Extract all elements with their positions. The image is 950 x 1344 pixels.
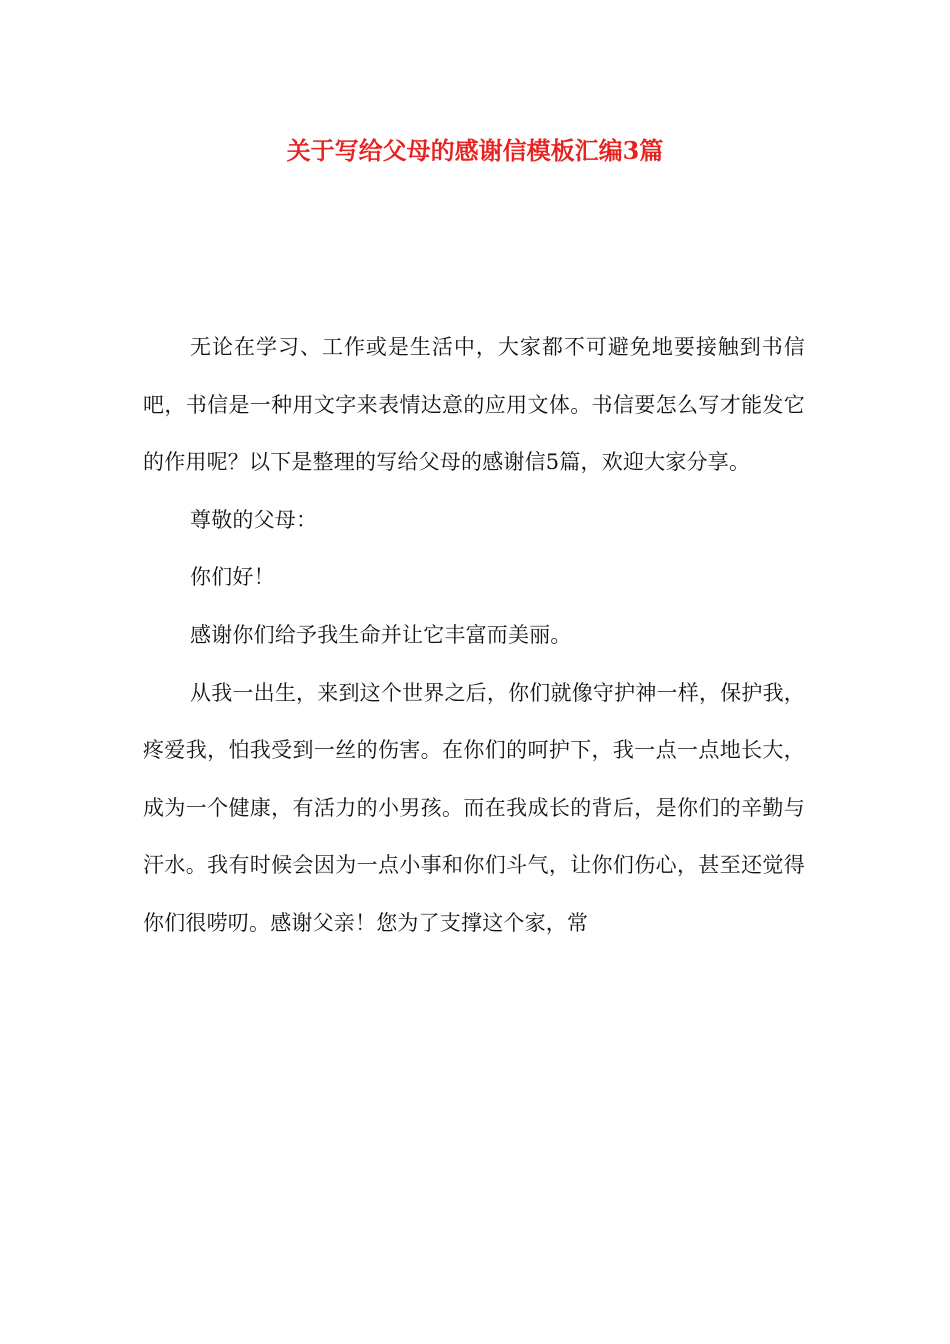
paragraph-salutation: 尊敬的父母： bbox=[190, 507, 318, 532]
paragraph-thanks: 感谢你们给予我生命并让它丰富而美丽。 bbox=[190, 622, 572, 647]
document-title: 关于写给父母的感谢信模板汇编3篇 bbox=[286, 136, 664, 165]
paragraph-intro: 无论在学习、工作或是生活中，大家都不可避免地要接触到书信吧，书信是一种用文字来表情达意的应用文体。书信要怎么写才能发它的作用呢？以下是整理的写给父母的感谢信5篇，欢迎大家分享。 bbox=[143, 335, 805, 475]
paragraph-body: 从我一出生，来到这个世界之后，你们就像守护神一样，保护我，疼爱我，怕我受到一丝的伤害。在你们的呵护下，我一点一点地长大，成为一个健康，有活力的小男孩。而在我成长的背后，是你们的辛勤与汗水。我有时候会因为一点小事和你们斗气，让你们伤心，甚至还觉得你们很唠叨。感谢父亲！您为了支撑这个家，常 bbox=[143, 680, 805, 935]
document-body bbox=[143, 319, 805, 953]
paragraph-greeting: 你们好！ bbox=[190, 565, 275, 590]
